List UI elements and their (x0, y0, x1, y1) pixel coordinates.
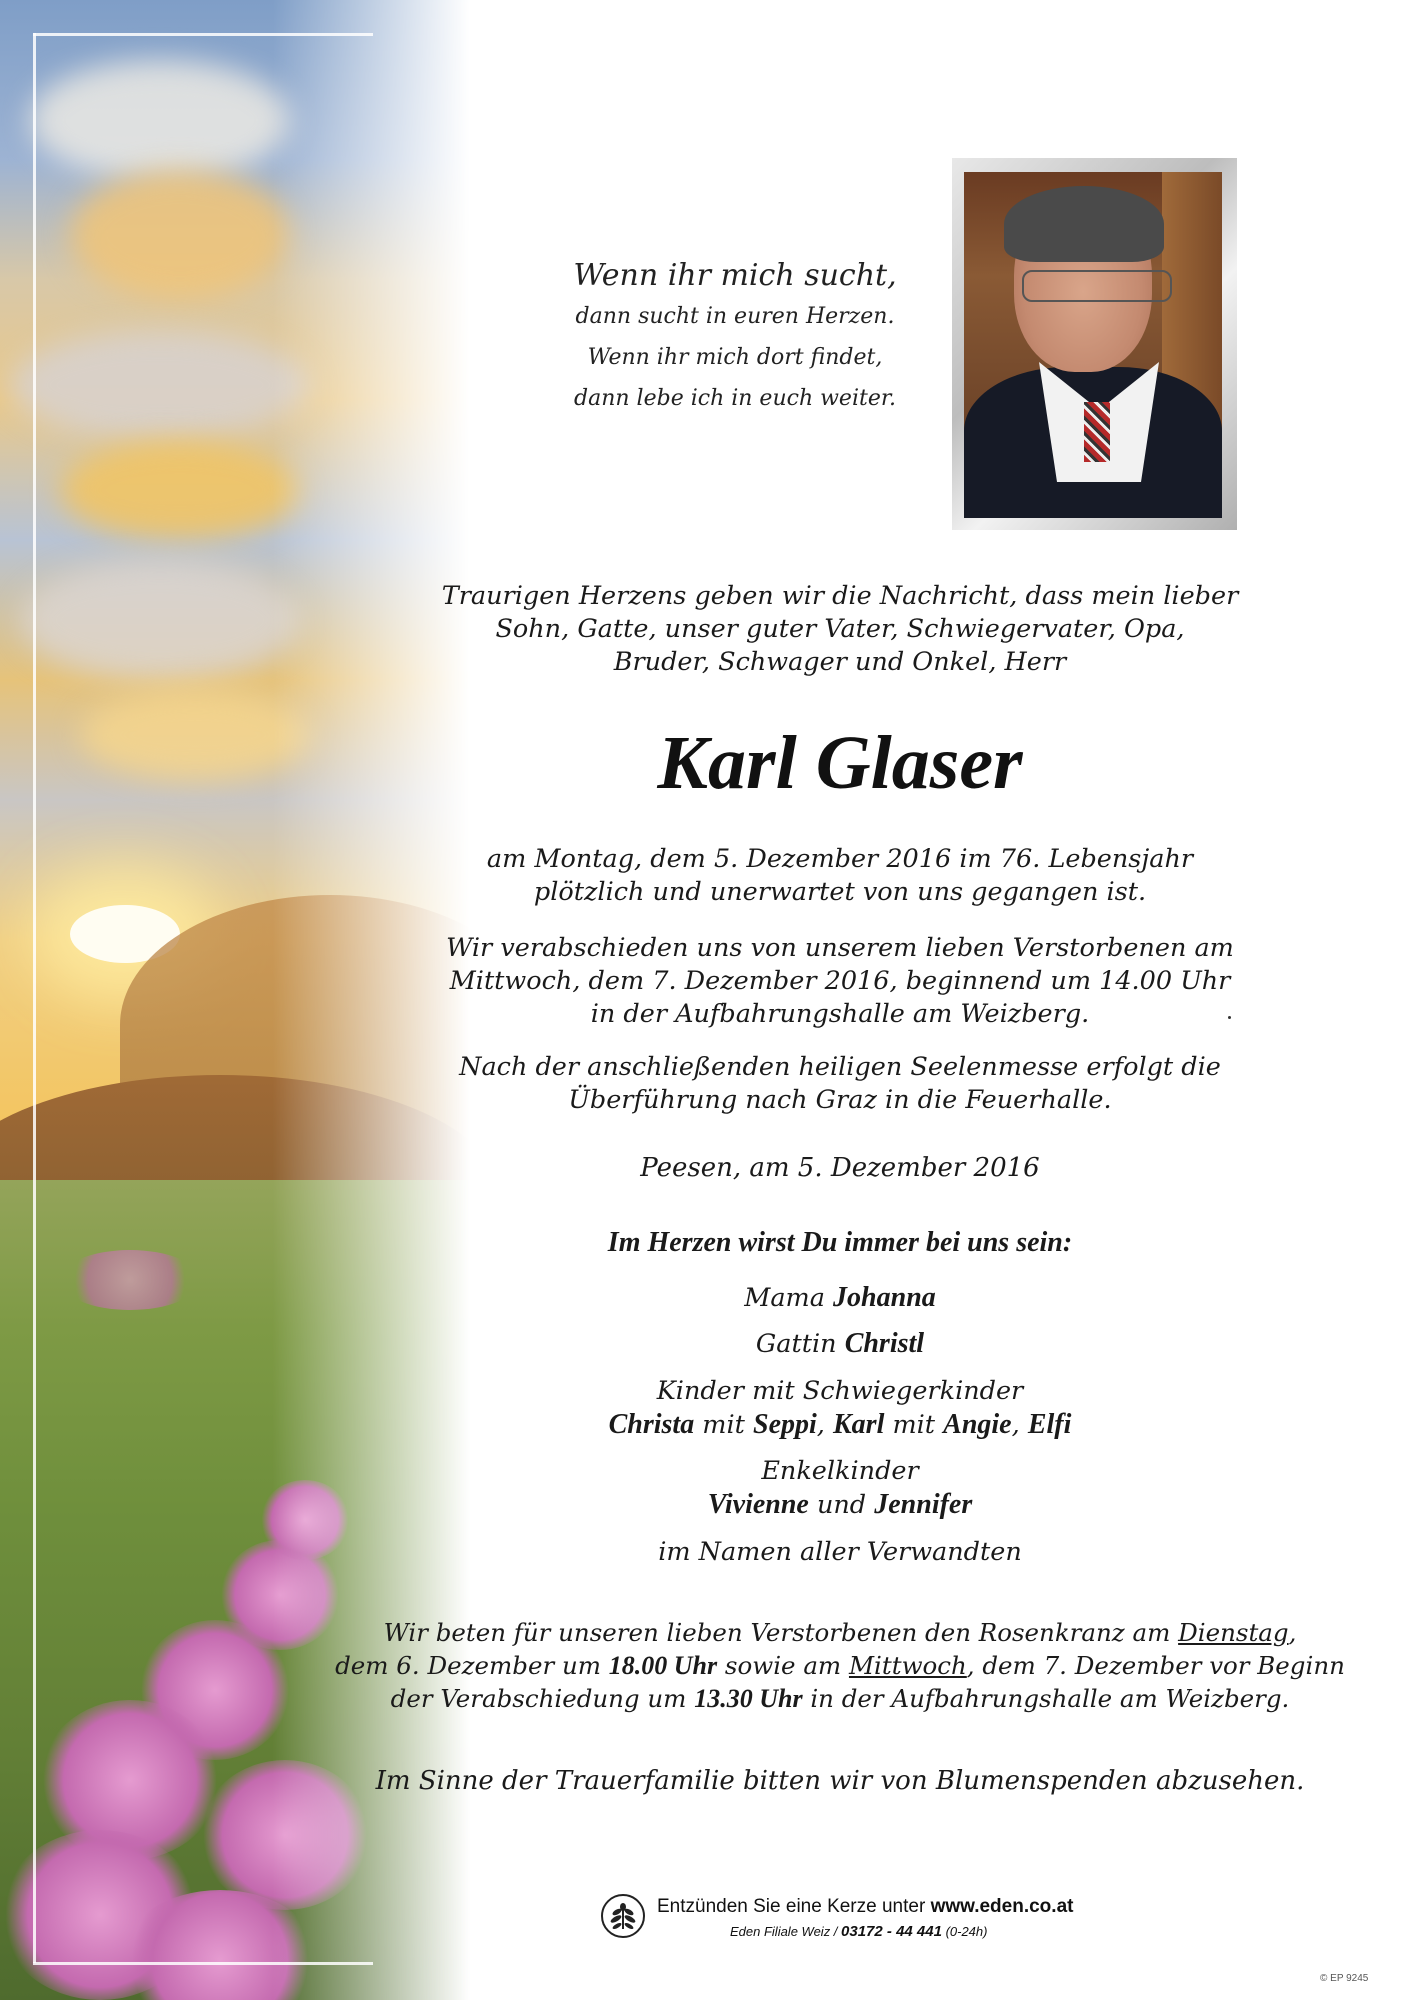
family-wife (400, 1327, 1280, 1361)
connector: und (808, 1490, 875, 1520)
prayer-text: , (1288, 1618, 1297, 1647)
prayer-day: Dienstag (1178, 1618, 1289, 1647)
heather-flower (60, 1250, 200, 1310)
child-name: Christa (608, 1409, 695, 1440)
prayer-time: 18.00 Uhr (608, 1651, 718, 1680)
prayer-line (320, 1649, 1360, 1682)
grandchild-name: Jennifer (874, 1489, 973, 1520)
announcement-intro (430, 580, 1250, 679)
farewell-notice (400, 932, 1280, 1031)
candle-text: Entzünden Sie eine Kerze unter (657, 1896, 931, 1917)
spouse-name: Seppi (753, 1409, 817, 1440)
poem-line: dann lebe ich in euch weiter. (574, 386, 896, 411)
farewell-line: Mittwoch, dem 7. Dezember 2016, beginnend um 14.00 Uhr (449, 966, 1231, 996)
prayer-text: der Verabschiedung um (390, 1684, 695, 1713)
family-grandchildren-label: Enkelkinder (761, 1456, 919, 1486)
mass-notice (400, 1051, 1280, 1117)
portrait-glasses (1022, 270, 1172, 302)
frame-line-left (33, 33, 36, 1963)
death-notice (400, 843, 1280, 909)
poem-line: Wenn ihr mich dort findet, (587, 345, 883, 370)
portrait-hair (1004, 186, 1164, 262)
farewell-line: Wir verabschieden uns von unserem lieben Verstorbenen am (446, 933, 1234, 963)
frame-line-top (33, 33, 373, 36)
family-grandchildren (400, 1488, 1280, 1522)
portrait-photo (964, 172, 1222, 518)
cloud (20, 560, 300, 680)
separator: , (816, 1410, 833, 1440)
prayer-text: sowie am (717, 1651, 849, 1680)
spouse-name: Angie (943, 1409, 1012, 1440)
heather-flower (260, 1480, 350, 1560)
prayer-text: Wir beten für unseren lieben Verstorbenen den Rosenkranz am (383, 1618, 1179, 1647)
website-link[interactable]: www.eden.co.at (930, 1896, 1074, 1917)
prayer-time: 13.30 Uhr (694, 1684, 803, 1713)
mother-prefix: Mama (744, 1283, 834, 1313)
prayer-line (320, 1682, 1360, 1715)
candle-line (657, 1895, 1157, 1919)
eden-leaf-logo-icon (601, 1894, 645, 1938)
family-children-label: Kinder mit Schwiegerkinder (656, 1376, 1024, 1406)
prayer-text: dem 6. Dezember um (335, 1651, 609, 1680)
prayer-day: Mittwoch (848, 1651, 967, 1680)
flower-request: Im Sinne der Trauerfamilie bitten wir von Blumenspenden abzusehen. (375, 1766, 1305, 1796)
poem-line: dann sucht in euren Herzen. (575, 304, 895, 329)
branch-line (730, 1923, 1130, 1941)
intro-line: Traurigen Herzens geben wir die Nachricht, dass mein lieber (441, 581, 1239, 611)
leaf-icon (609, 1901, 637, 1931)
mother-name: Johanna (833, 1282, 936, 1313)
child-name: Karl (833, 1409, 885, 1440)
connector: mit (694, 1410, 753, 1440)
family-heading: Im Herzen wirst Du immer bei uns sein: (607, 1227, 1073, 1258)
separator: , (1011, 1410, 1028, 1440)
intro-line: Bruder, Schwager und Onkel, Herr (613, 647, 1067, 677)
print-code: © EP 9245 (1320, 1973, 1369, 1984)
cloud (10, 330, 310, 440)
place-date: Peesen, am 5. Dezember 2016 (640, 1153, 1040, 1183)
family-children (400, 1408, 1280, 1442)
deceased-name: Karl Glaser (657, 721, 1023, 805)
poem-line: Wenn ihr mich sucht, (573, 258, 897, 293)
cloud (30, 60, 290, 180)
portrait-tie (1084, 402, 1110, 462)
stray-dot (1228, 1016, 1231, 1019)
phone-number: 03172 - 44 441 (841, 1923, 942, 1940)
branch-name: Eden Filiale Weiz / (730, 1924, 842, 1939)
death-line: am Montag, dem 5. Dezember 2016 im 76. Lebensjahr (486, 844, 1194, 874)
family-relatives: im Namen aller Verwandten (658, 1537, 1022, 1567)
rosary-notice (320, 1616, 1360, 1715)
prayer-line (320, 1616, 1360, 1649)
connector: mit (884, 1410, 944, 1440)
cloud (70, 170, 290, 300)
prayer-text: , dem 7. Dezember vor Beginn (966, 1651, 1345, 1680)
farewell-line: in der Aufbahrungshalle am Weizberg. (590, 999, 1090, 1029)
frame-line-bottom (33, 1962, 373, 1965)
hours: (0-24h) (941, 1924, 988, 1939)
cloud (60, 440, 300, 540)
mass-line: Nach der anschließenden heiligen Seelenmesse erfolgt die (459, 1052, 1221, 1082)
prayer-text: in der Aufbahrungshalle am Weizberg. (802, 1684, 1290, 1713)
poem (540, 255, 930, 419)
wife-name: Christl (844, 1328, 925, 1359)
mass-line: Überführung nach Graz in die Feuerhalle. (568, 1085, 1112, 1115)
wife-prefix: Gattin (755, 1329, 845, 1359)
family-mother (400, 1281, 1280, 1315)
death-line: plötzlich und unerwartet von uns gegangen ist. (533, 877, 1147, 907)
intro-line: Sohn, Gatte, unser guter Vater, Schwiegervater, Opa, (495, 614, 1185, 644)
child-name: Elfi (1027, 1409, 1072, 1440)
cloud (80, 690, 310, 780)
grandchild-name: Vivienne (707, 1489, 809, 1520)
